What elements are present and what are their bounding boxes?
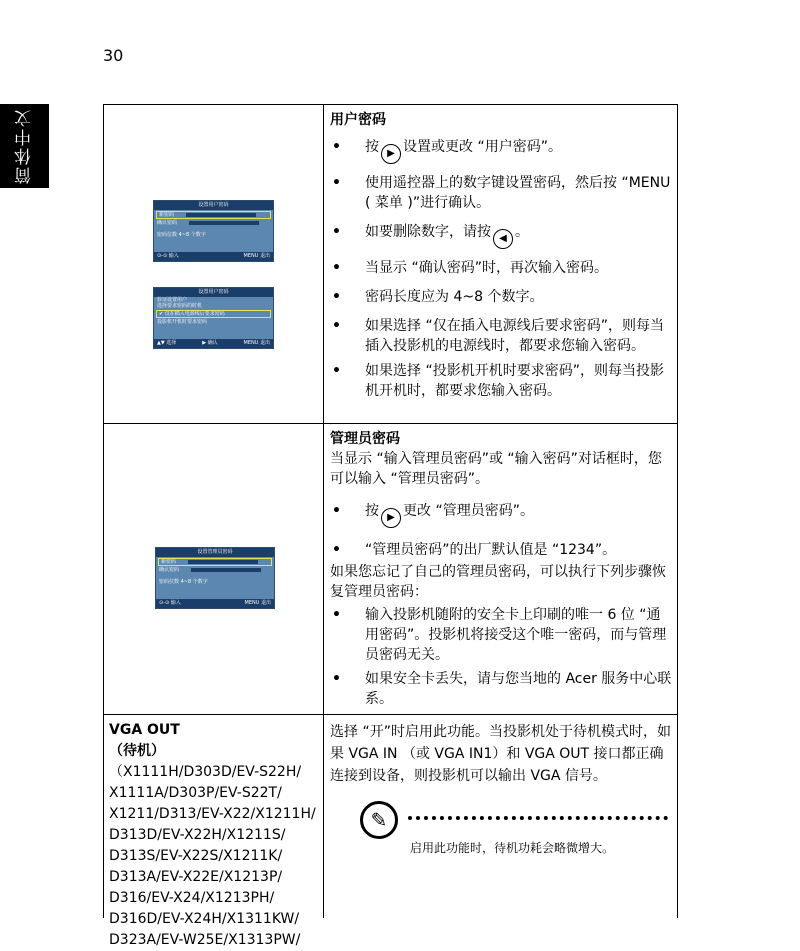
list-item: • 按 ▶ 设置或更改 “用户密码”。 (330, 137, 672, 164)
model-line: X1111A/D303P/EV-S22T/ (109, 785, 282, 801)
list-item: • 如要删除数字，请按 ◀ 。 (330, 222, 672, 249)
vga-out-label: VGA OUT （待机） （X1111H/D303D/EV-S22H/ X1111A/D303P/EV-S22T/ X1211/D313/EV-X22/X1211H/ D313D/EV-X22H/X1211S/ D313S/EV-X22S/X1211K/ D313A/EV-X22E/X1213P/ D316/EV-X24/X1213PH/ D316D/EV-X24H/X1311KW/ D323A/EV-W25E/X1313PW/ (103, 715, 334, 918)
list-item: • 输入投影机随附的安全卡上印刷的唯一 6 位 “通用密码”。投影机将接受这个唯一密码，而与管理员密码无关。 (330, 605, 672, 665)
admin-recovery: 如果您忘记了自己的管理员密码，可以执行下列步骤恢复管理员密码： (330, 564, 666, 600)
list-item: • 如果选择 “投影机开机时要求密码”，则每当投影机开机时，都要求您输入密码。 (330, 361, 672, 401)
admin-intro: 当显示 “输入管理员密码”或 “输入密码”对话框时，您可以输入 “管理员密码”。 (330, 451, 662, 487)
right-arrow-icon: ▶ (381, 144, 401, 164)
right-arrow-icon: ▶ (381, 508, 401, 528)
note-icon: ✎ (360, 801, 398, 839)
admin-password-description (324, 424, 678, 709)
model-line: D316/EV-X24/X1213PH/ (109, 890, 275, 906)
model-line: D313S/EV-X22S/X1211K/ (109, 848, 283, 864)
model-line: D323A/EV-W25E/X1313PW/ (109, 932, 301, 948)
model-line: D313D/EV-X22H/X1211S/ (109, 827, 286, 843)
list-item: • 当显示 “确认密码”时，再次输入密码。 (330, 258, 672, 278)
section-title: 管理员密码 (330, 431, 400, 447)
model-line: D313A/EV-X22E/X1213P/ (109, 869, 283, 885)
model-line: X1211/D313/EV-X22/X1211H/ (109, 806, 316, 822)
admin-password-screen (103, 424, 323, 714)
row-admin-password (103, 423, 678, 714)
osd-password-timing: 设置用户密码 验证设置用户 选择要求密码的时机 ✔ 仅在插入电源线后要求密码 投影机开机时要求密码 ▲▼ 选择 ▶ 确认 MENU 退出 (153, 287, 274, 349)
left-arrow-icon: ◀ (493, 229, 513, 249)
page-number: 30 (103, 46, 124, 65)
user-password-description (324, 105, 678, 401)
section-title: 用户密码 (330, 112, 386, 128)
row-vga-out (103, 714, 678, 948)
osd-set-admin-password: 设置管理员密码 新密码 确认密码 密码位数 4~8 个数字 ⊙-⊙ 输入 MENU 退出 (155, 547, 275, 609)
user-password-screens (103, 105, 323, 423)
list-item: • 密码长度应为 4~8 个数字。 (330, 287, 672, 307)
model-line: （X1111H/D303D/EV-S22H/ (109, 764, 302, 780)
user-password-steps (330, 137, 672, 401)
list-item: • 如果选择 “仅在插入电源线后要求密码”，则每当插入投影机的电源线时，都要求您输入密码。 (330, 316, 672, 356)
model-line: D316D/EV-X24H/X1311KW/ (109, 911, 300, 927)
language-tab: 简体中文 (0, 104, 49, 188)
list-item: • 使用遥控器上的数字键设置密码，然后按 “MENU ( 菜单 )”进行确认。 (330, 173, 672, 213)
osd-set-user-password: 设置用户密码 新密码 确认密码 密码位数 4~8 个数字 ⊙-⊙ 输入 MENU 退出 (153, 200, 274, 262)
note-text: 启用此功能时，待机功耗会略微增大。 (410, 841, 615, 855)
list-item: • 按 ▶ 更改 “管理员密码”。 (330, 501, 672, 528)
note-divider (408, 816, 668, 820)
list-item: • 如果安全卡丢失，请与您当地的 Acer 服务中心联系。 (330, 669, 672, 709)
osd-title: 设置用户密码 (154, 201, 273, 210)
list-item: • “管理员密码”的出厂默认值是 “1234”。 (330, 540, 672, 560)
vga-out-description: 选择 “开”时启用此功能。当投影机处于待机模式时，如果 VGA IN （或 VGA IN1）和 VGA OUT 接口都正确连接到设备，则投影机可以输出 VGA 信号。 ✎ 启用此功能时，待机功耗会略微增大。 (330, 724, 671, 855)
row-user-password (103, 104, 678, 423)
settings-table (103, 104, 678, 948)
